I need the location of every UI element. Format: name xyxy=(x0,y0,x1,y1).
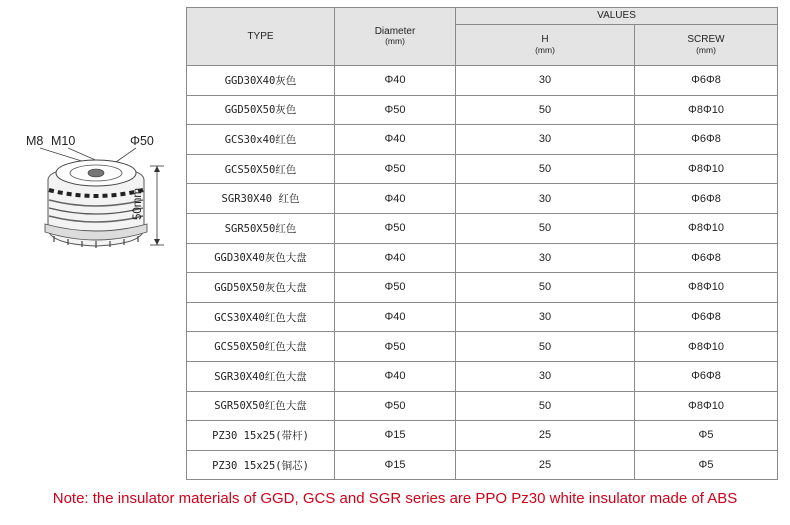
screw-cell: Φ6Φ8 xyxy=(635,184,778,214)
type-cell: PZ30 15x25(带杆) xyxy=(187,421,335,451)
h-cell: 25 xyxy=(456,450,635,480)
spec-table xyxy=(186,7,778,480)
table-row xyxy=(187,184,778,214)
table-row xyxy=(187,421,778,451)
table-row xyxy=(187,66,778,96)
screw-cell: Φ8Φ10 xyxy=(635,154,778,184)
diameter-cell: Φ40 xyxy=(335,184,456,214)
screw-cell: Φ8Φ10 xyxy=(635,273,778,303)
diameter-header xyxy=(335,8,456,66)
values-header xyxy=(456,8,778,25)
screw-header-label: SCREW xyxy=(687,34,725,46)
diameter-cell: Φ15 xyxy=(335,450,456,480)
table-row xyxy=(187,450,778,480)
diameter-cell: Φ50 xyxy=(335,213,456,243)
type-cell: GCS50X50红色 xyxy=(187,154,335,184)
diameter-cell: Φ40 xyxy=(335,302,456,332)
screw-cell: Φ6Φ8 xyxy=(635,66,778,96)
screw-cell: Φ6Φ8 xyxy=(635,243,778,273)
insulator-illustration xyxy=(18,128,188,258)
h-header-label: H xyxy=(541,34,549,46)
insulator-drawing xyxy=(18,128,188,258)
h-cell: 50 xyxy=(456,213,635,243)
h-header-unit: (mm) xyxy=(535,44,555,55)
screw-cell: Φ8Φ10 xyxy=(635,391,778,421)
type-cell: GGD30X40灰色大盘 xyxy=(187,243,335,273)
type-cell: SGR30X40红色大盘 xyxy=(187,361,335,391)
spec-table-header xyxy=(187,8,778,66)
type-header xyxy=(187,8,335,66)
spec-table-body xyxy=(187,66,778,480)
diameter-cell: Φ40 xyxy=(335,361,456,391)
height-label: 50mm xyxy=(132,188,144,220)
diameter-cell: Φ50 xyxy=(335,332,456,362)
diameter-cell: Φ50 xyxy=(335,154,456,184)
diameter-cell: Φ40 xyxy=(335,66,456,96)
diameter-cell: Φ50 xyxy=(335,391,456,421)
screw-cell: Φ6Φ8 xyxy=(635,361,778,391)
type-cell: GGD30X40灰色 xyxy=(187,66,335,96)
values-header-label: VALUES xyxy=(597,10,636,22)
diameter-header-unit: (mm) xyxy=(385,36,405,47)
diameter-cell: Φ40 xyxy=(335,243,456,273)
screw-cell: Φ5 xyxy=(635,450,778,480)
h-header xyxy=(456,25,635,66)
table-row xyxy=(187,154,778,184)
screw-cell: Φ8Φ10 xyxy=(635,213,778,243)
screw-cell: Φ6Φ8 xyxy=(635,302,778,332)
table-row xyxy=(187,95,778,125)
diameter-label: Φ50 xyxy=(130,134,154,148)
h-cell: 50 xyxy=(456,273,635,303)
h-cell: 50 xyxy=(456,95,635,125)
thread-m10-label: M10 xyxy=(51,134,76,148)
type-cell: GGD50X50灰色大盘 xyxy=(187,273,335,303)
type-cell: SGR50X50红色大盘 xyxy=(187,391,335,421)
table-row xyxy=(187,361,778,391)
table-row xyxy=(187,243,778,273)
table-row xyxy=(187,302,778,332)
screw-cell: Φ8Φ10 xyxy=(635,332,778,362)
table-row xyxy=(187,213,778,243)
screw-cell: Φ6Φ8 xyxy=(635,125,778,155)
screw-cell: Φ8Φ10 xyxy=(635,95,778,125)
screw-header xyxy=(635,25,778,66)
h-cell: 30 xyxy=(456,302,635,332)
screw-header-unit: (mm) xyxy=(696,44,716,55)
thread-m8-label: M8 xyxy=(26,134,44,148)
table-row xyxy=(187,273,778,303)
h-cell: 30 xyxy=(456,125,635,155)
h-cell: 50 xyxy=(456,154,635,184)
diameter-cell: Φ40 xyxy=(335,125,456,155)
h-cell: 30 xyxy=(456,361,635,391)
h-cell: 50 xyxy=(456,332,635,362)
type-cell: SGR50X50红色 xyxy=(187,213,335,243)
type-cell: GCS50X50红色大盘 xyxy=(187,332,335,362)
type-header-label: TYPE xyxy=(247,30,274,42)
table-row xyxy=(187,332,778,362)
h-cell: 25 xyxy=(456,421,635,451)
table-row xyxy=(187,125,778,155)
material-note: Note: the insulator materials of GGD, GCS and SGR series are PPO Pz30 white insulator made of ABS xyxy=(52,490,738,507)
h-cell: 50 xyxy=(456,391,635,421)
diameter-cell: Φ15 xyxy=(335,421,456,451)
diameter-cell: Φ50 xyxy=(335,95,456,125)
diameter-header-label: Diameter xyxy=(374,25,416,37)
type-cell: GCS30X40红色大盘 xyxy=(187,302,335,332)
h-cell: 30 xyxy=(456,184,635,214)
screw-cell: Φ5 xyxy=(635,421,778,451)
type-cell: GGD50X50灰色 xyxy=(187,95,335,125)
type-cell: PZ30 15x25(铜芯) xyxy=(187,450,335,480)
table-row xyxy=(187,391,778,421)
h-cell: 30 xyxy=(456,243,635,273)
h-cell: 30 xyxy=(456,66,635,96)
diameter-cell: Φ50 xyxy=(335,273,456,303)
type-cell: GCS30x40红色 xyxy=(187,125,335,155)
type-cell: SGR30X40 红色 xyxy=(187,184,335,214)
